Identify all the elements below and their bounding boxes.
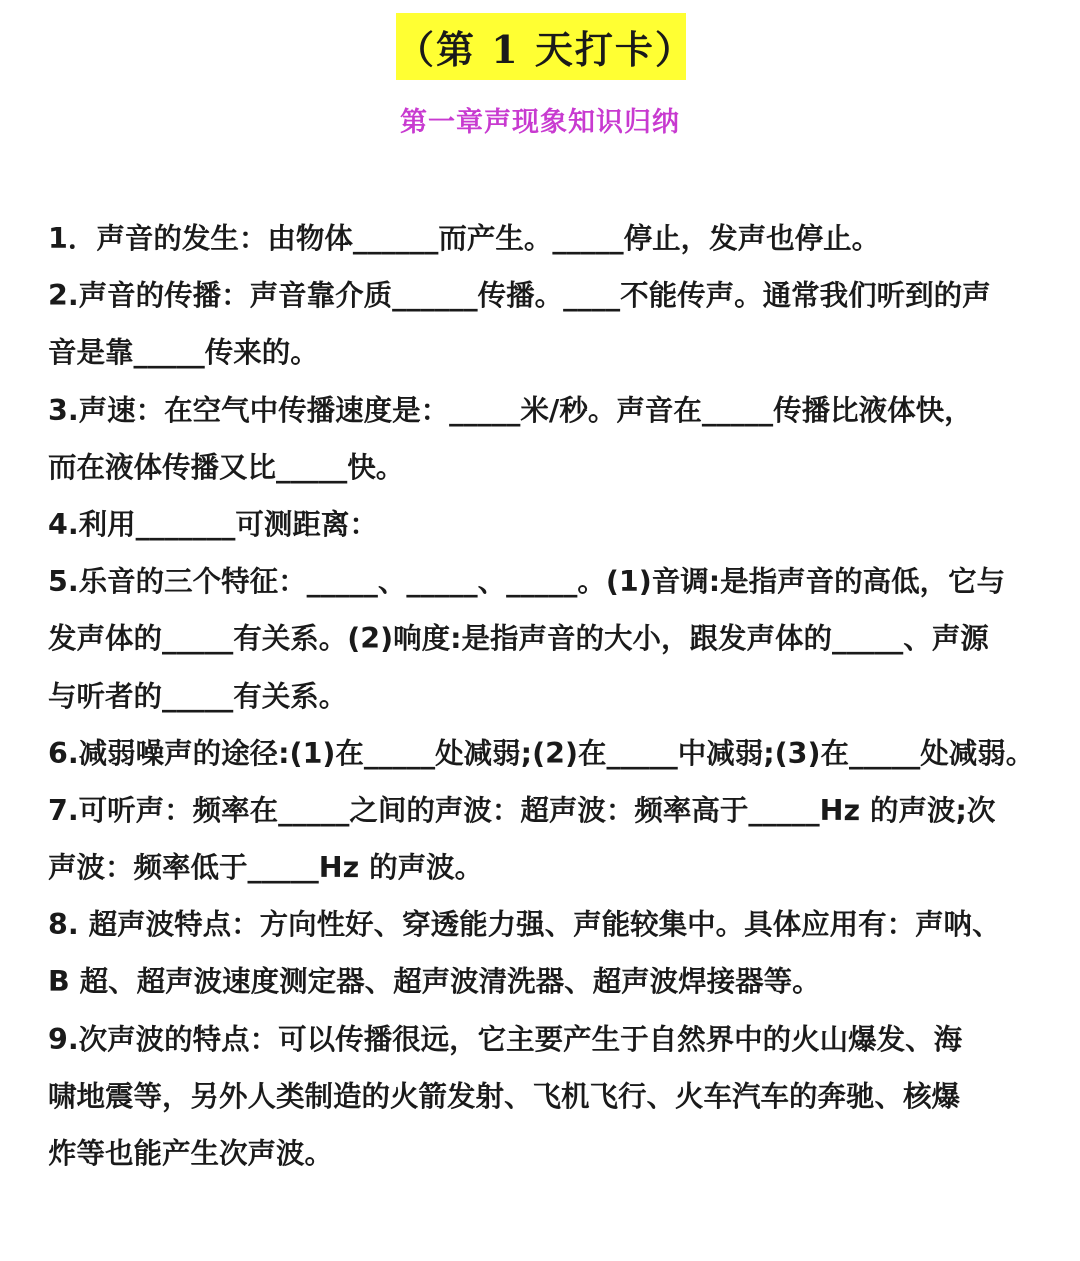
text-line: 9.次声波的特点：可以传播很远，它主要产生于自然界中的火山爆发、海 [48,1022,963,1056]
text-line: 发声体的_____有关系。(2)响度:是指声音的大小，跟发声体的_____、声源 [48,622,989,656]
text-line: 4.利用_______可测距离： [48,507,378,541]
text-line: 3.声速：在空气中传播速度是：_____米/秒。声音在_____传播比液体快， [48,393,973,427]
text-line: 而在液体传播又比_____快。 [48,450,405,484]
chapter-subtitle: 第一章声现象知识归纳 [400,107,680,138]
worksheet-body [48,210,1038,1182]
text-line: 6.减弱噪声的途径:(1)在_____处减弱;(2)在_____中减弱;(3)在_____处减弱。 [48,736,1035,770]
text-line: 音是靠_____传来的。 [48,336,319,370]
text-line: 7.可听声：频率在_____之间的声波：超声波：频率高于_____Hz 的声波;次 [48,793,996,827]
text-line: 1．声音的发生：由物体______而产生。_____停止，发声也停止。 [48,222,881,255]
text-line: 8. 超声波特点：方向性好、穿透能力强、声能较集中。具体应用有：声呐、 [48,908,1001,942]
text-line: 炸等也能产生次声波。 [48,1137,334,1170]
text-line: 与听者的_____有关系。 [48,679,348,713]
text-line: B 超、超声波速度测定器、超声波清洗器、超声波焊接器等。 [48,965,821,999]
text-line: 2.声音的传播：声音靠介质______传播。____不能传声。通常我们听到的声 [48,279,991,313]
text-line: 5.乐音的三个特征：_____、_____、_____。(1)音调:是指声音的高低，它与 [48,565,1006,599]
title-banner [396,13,695,80]
text-line: 声波：频率低于_____Hz 的声波。 [48,851,484,885]
page-title: （第 1 天打卡） [396,27,695,72]
text-line: 啸地震等，另外人类制造的火箭发射、飞机飞行、火车汽车的奔驰、核爆 [48,1079,961,1113]
